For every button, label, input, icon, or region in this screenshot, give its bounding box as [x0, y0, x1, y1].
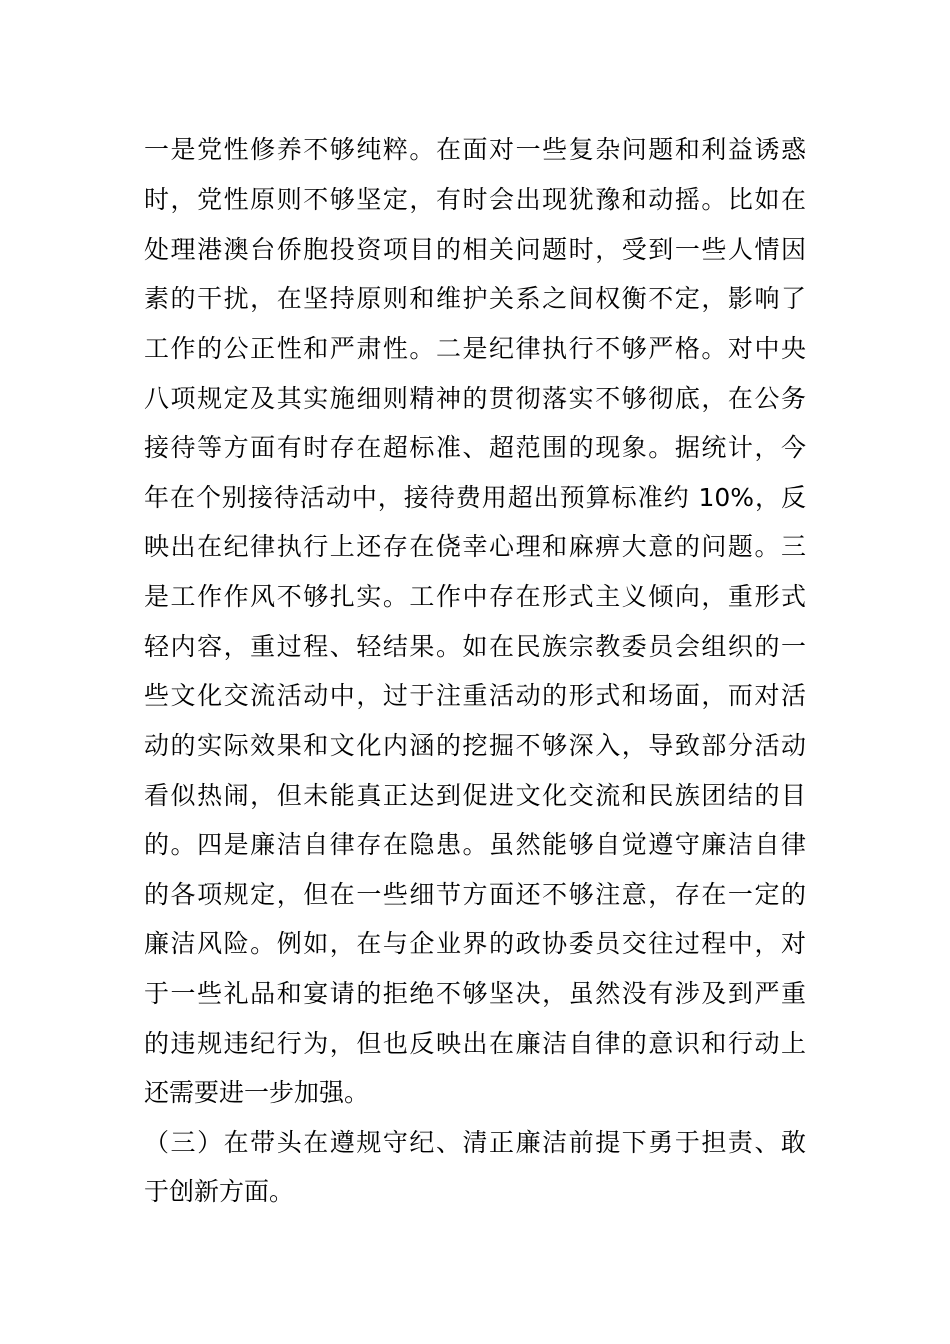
text-line: 一是党性修养不够纯粹。在面对一些复杂问题和利益诱惑 [144, 135, 806, 164]
text-line: 接待等方面有时存在超标准、超范围的现象。据统计，今 [144, 433, 806, 462]
text-line: 的违规违纪行为，但也反映出在廉洁自律的意识和行动上 [144, 1029, 806, 1058]
text-line: 八项规定及其实施细则精神的贯彻落实不够彻底，在公务 [144, 384, 806, 413]
text-line: 处理港澳台侨胞投资项目的相关问题时，受到一些人情因 [144, 235, 806, 264]
text-line: 动的实际效果和文化内涵的挖掘不够深入，导致部分活动 [144, 731, 806, 760]
text-line: 看似热闹，但未能真正达到促进文化交流和民族团结的目 [144, 781, 806, 810]
text-line: 还需要进一步加强。 [144, 1078, 370, 1107]
text-line: 的。四是廉洁自律存在隐患。虽然能够自觉遵守廉洁自律 [144, 830, 806, 859]
text-line: 素的干扰，在坚持原则和维护关系之间权衡不定，影响了 [144, 284, 806, 313]
text-line: 的各项规定，但在一些细节方面还不够注意，存在一定的 [144, 880, 806, 909]
text-line: 年在个别接待活动中，接待费用超出预算标准约 10%，反 [144, 483, 806, 512]
text-line: 时，党性原则不够坚定，有时会出现犹豫和动摇。比如在 [144, 185, 806, 214]
text-line: 廉洁风险。例如，在与企业界的政协委员交往过程中，对 [144, 929, 806, 958]
text-line: 是工作作风不够扎实。工作中存在形式主义倾向，重形式 [144, 582, 806, 611]
text-line: 些文化交流活动中，过于注重活动的形式和场面，而对活 [144, 681, 806, 710]
text-line: 工作的公正性和严肃性。二是纪律执行不够严格。对中央 [144, 334, 806, 363]
text-line: 轻内容，重过程、轻结果。如在民族宗教委员会组织的一 [144, 632, 806, 661]
heading-line: （三）在带头在遵规守纪、清正廉洁前提下勇于担责、敢 [144, 1128, 806, 1157]
heading-line: 于创新方面。 [144, 1177, 295, 1206]
text-line: 于一些礼品和宴请的拒绝不够坚决，虽然没有涉及到严重 [144, 979, 806, 1008]
text-line: 映出在纪律执行上还存在侥幸心理和麻痹大意的问题。三 [144, 532, 806, 561]
